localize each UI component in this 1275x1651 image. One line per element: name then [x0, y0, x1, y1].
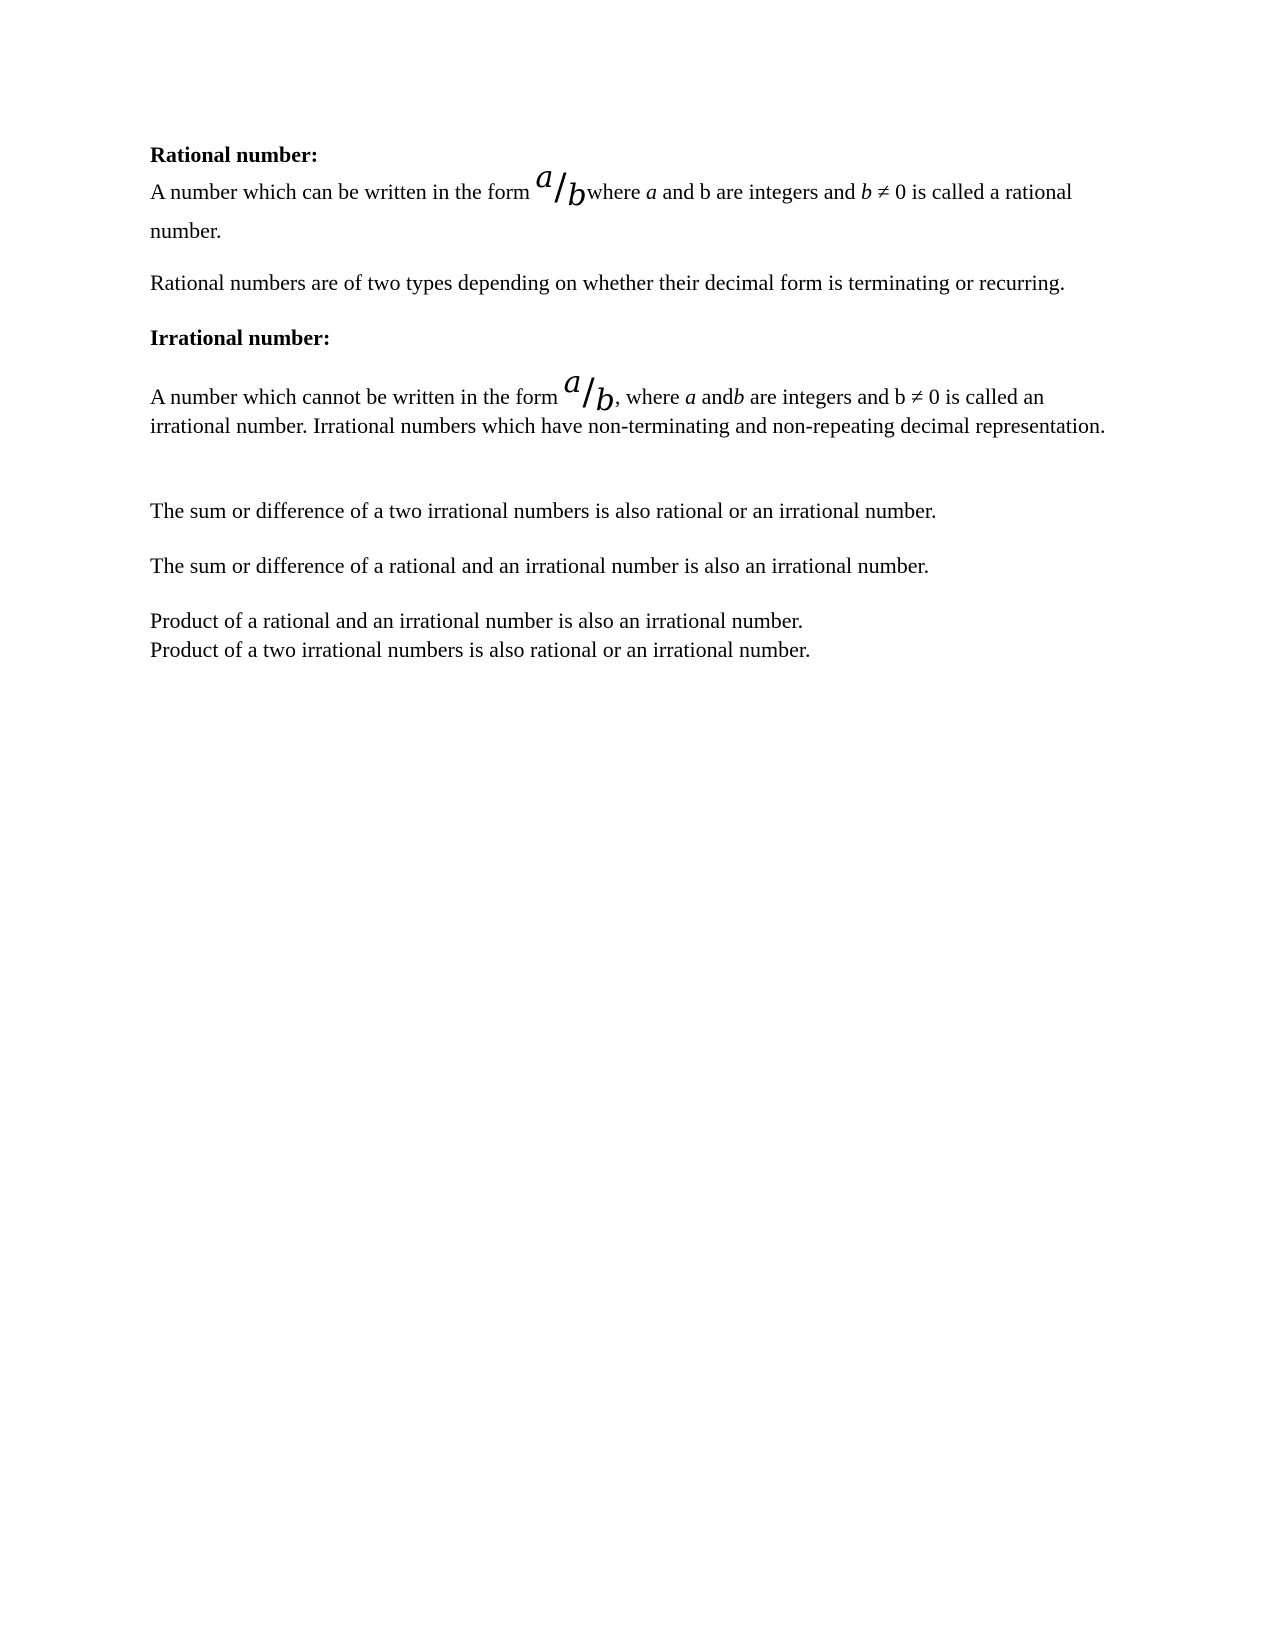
fraction-numerator: a: [563, 365, 582, 400]
irrational-def-after: are integers and b ≠ 0 is called an irrational number. Irrational numbers which have non-terminating and non-repeating decimal representation.: [150, 384, 1106, 438]
rational-def-mid: and b are integers and: [657, 179, 862, 204]
fraction-denominator: b: [567, 178, 587, 213]
rational-heading: Rational number:: [150, 142, 319, 167]
irrational-definition: [150, 365, 1130, 440]
fraction-numerator: a: [535, 160, 554, 195]
variable-b: b: [733, 384, 745, 409]
fact-sum-rational-irrational: The sum or difference of a rational and an irrational number is also an irrational number.: [150, 553, 930, 578]
fraction-slash: /: [582, 372, 595, 413]
irrational-def-before: A number which cannot be written in the form: [150, 384, 564, 409]
rational-def-where: where: [586, 179, 647, 204]
fraction-denominator: b: [595, 383, 615, 418]
fraction-a-over-b: [563, 365, 615, 418]
fraction-slash: /: [554, 167, 567, 208]
rational-def-before: A number which can be written in the form: [150, 179, 536, 204]
variable-a: a: [685, 384, 697, 409]
rational-definition: [150, 160, 1130, 250]
fraction-a-over-b: [535, 160, 587, 213]
rational-types-paragraph: Rational numbers are of two types depending on whether their decimal form is terminating or recurring.: [150, 270, 1066, 295]
irrational-def-and: and: [696, 384, 734, 409]
rational-def-after: ≠ 0 is called a rational number.: [150, 179, 1073, 243]
fact-product-rational-irrational: Product of a rational and an irrational number is also an irrational number.: [150, 608, 804, 633]
irrational-heading: Irrational number:: [150, 325, 331, 350]
variable-b: b: [861, 179, 873, 204]
document-content: [150, 140, 1130, 664]
variable-a: a: [646, 179, 658, 204]
fact-product-two-irrationals: Product of a two irrational numbers is also rational or an irrational number.: [150, 637, 811, 662]
fact-sum-two-irrationals: The sum or difference of a two irrational numbers is also rational or an irrational number.: [150, 498, 937, 523]
irrational-def-comma: , where: [614, 384, 686, 409]
